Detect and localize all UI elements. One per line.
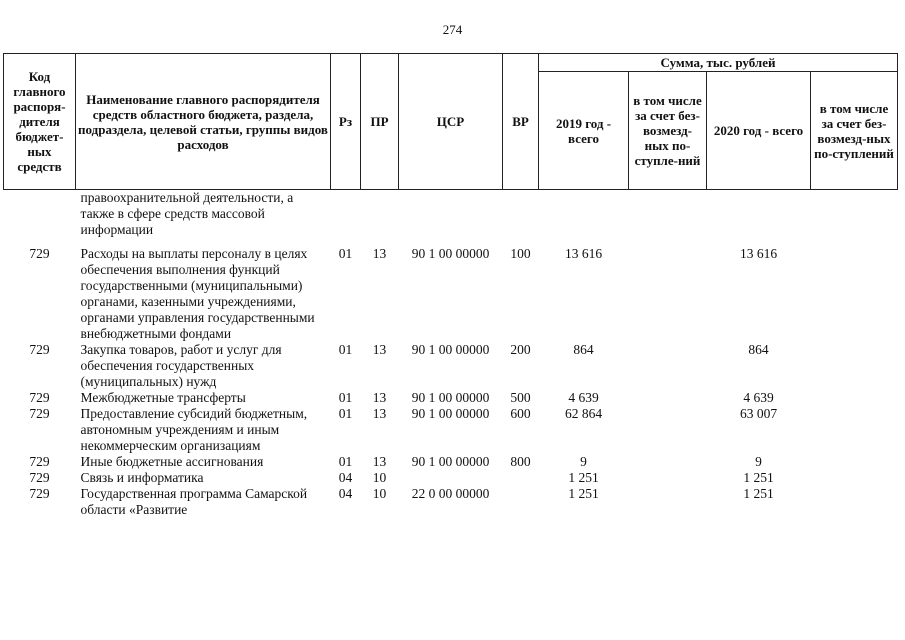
cell-2020-free bbox=[811, 342, 898, 390]
table-row bbox=[4, 486, 898, 518]
cell-name: Расходы на выплаты персоналу в целях обеспечения выполнения функций государственными (муниципальными) органами, казенными учреждениями, органами управления государственными внебюджетными фондами bbox=[80, 245, 315, 341]
cell-2020-free bbox=[811, 390, 898, 406]
cell-rz: 01 bbox=[338, 389, 353, 405]
table-row bbox=[4, 390, 898, 406]
cell-name: Закупка товаров, работ и услуг для обеспечения государственных (муниципальных) нужд bbox=[80, 341, 282, 389]
cell-rz bbox=[331, 190, 361, 246]
cell-pr: 13 bbox=[372, 341, 387, 357]
cell-rz: 01 bbox=[338, 453, 353, 469]
header-2019-total: 2019 год - всего bbox=[539, 72, 629, 190]
table-row bbox=[4, 454, 898, 470]
cell-2019-free bbox=[629, 470, 707, 486]
cell-rz: 04 bbox=[338, 485, 353, 501]
cell-2019-free bbox=[629, 246, 707, 342]
header-name: Наименование главного распорядителя средств областного бюджета, раздела, подраздела, целевой статьи, группы видов расходов bbox=[76, 54, 331, 190]
cell-2020-free bbox=[811, 470, 898, 486]
cell-2020-total: 1 251 bbox=[743, 485, 774, 501]
cell-name: Межбюджетные трансферты bbox=[80, 389, 246, 405]
table-row bbox=[4, 470, 898, 486]
cell-pr: 13 bbox=[372, 389, 387, 405]
cell-2020-free bbox=[811, 246, 898, 342]
table-row bbox=[4, 342, 898, 390]
cell-2019-total: 13 616 bbox=[564, 245, 603, 261]
cell-csr: 22 0 00 00000 bbox=[411, 485, 490, 501]
cell-csr: 90 1 00 00000 bbox=[411, 341, 490, 357]
cell-rz: 01 bbox=[338, 405, 353, 421]
cell-pr: 13 bbox=[372, 405, 387, 421]
cell-name: правоохранительной деятельности, а также в сфере средств массовой информации bbox=[80, 190, 294, 237]
cell-code: 729 bbox=[29, 469, 50, 485]
cell-code: 729 bbox=[29, 341, 50, 357]
cell-vr bbox=[503, 470, 539, 486]
cell-2020-free bbox=[811, 190, 898, 246]
header-2020-free: в том числе за счет без-возмезд-ных по-ступлений bbox=[811, 72, 898, 190]
cell-2019-total bbox=[539, 190, 629, 246]
header-vr: ВР bbox=[503, 54, 539, 190]
cell-code: 729 bbox=[29, 485, 50, 501]
cell-vr: 500 bbox=[510, 389, 531, 405]
cell-code bbox=[4, 190, 76, 246]
header-csr: ЦСР bbox=[399, 54, 503, 190]
cell-name: Предоставление субсидий бюджетным, автономным учреждениям и иным некоммерческим организациям bbox=[80, 405, 308, 453]
cell-2020-total: 864 bbox=[748, 341, 769, 357]
cell-2019-free bbox=[629, 390, 707, 406]
cell-pr: 13 bbox=[372, 453, 387, 469]
table-row bbox=[4, 406, 898, 454]
cell-2020-total: 1 251 bbox=[743, 469, 774, 485]
cell-rz: 01 bbox=[338, 341, 353, 357]
table-row bbox=[4, 190, 898, 246]
cell-2019-free bbox=[629, 486, 707, 518]
cell-pr bbox=[361, 190, 399, 246]
cell-csr: 90 1 00 00000 bbox=[411, 389, 490, 405]
header-pr: ПР bbox=[361, 54, 399, 190]
cell-vr: 800 bbox=[510, 453, 531, 469]
cell-name: Государственная программа Самарской области «Развитие bbox=[80, 485, 308, 517]
header-code: Код главного распоря-дителя бюджет-ных средств bbox=[4, 54, 76, 190]
cell-csr: 90 1 00 00000 bbox=[411, 245, 490, 261]
cell-2020-free bbox=[811, 454, 898, 470]
cell-csr: 90 1 00 00000 bbox=[411, 453, 490, 469]
budget-table bbox=[3, 53, 898, 518]
cell-vr: 600 bbox=[510, 405, 531, 421]
page-number: 274 bbox=[442, 22, 463, 37]
cell-csr: 90 1 00 00000 bbox=[411, 405, 490, 421]
header-row-top bbox=[4, 54, 898, 72]
cell-rz: 04 bbox=[338, 469, 353, 485]
header-sum-group: Сумма, тыс. рублей bbox=[539, 54, 898, 72]
cell-code: 729 bbox=[29, 389, 50, 405]
header-rz: Рз bbox=[331, 54, 361, 190]
header-2019-free: в том числе за счет без-возмезд-ных по-ступле-ний bbox=[629, 72, 707, 190]
cell-2019-total: 864 bbox=[573, 341, 594, 357]
cell-2020-total: 9 bbox=[755, 453, 762, 469]
header-2020-total: 2020 год - всего bbox=[707, 72, 811, 190]
cell-vr: 200 bbox=[510, 341, 531, 357]
cell-vr bbox=[503, 190, 539, 246]
cell-2019-free bbox=[629, 406, 707, 454]
cell-csr bbox=[399, 470, 503, 486]
table-row bbox=[4, 246, 898, 342]
cell-name: Связь и информатика bbox=[80, 469, 204, 485]
cell-2019-free bbox=[629, 342, 707, 390]
cell-csr bbox=[399, 190, 503, 246]
cell-pr: 13 bbox=[372, 245, 387, 261]
cell-vr bbox=[503, 486, 539, 518]
cell-2020-total: 4 639 bbox=[743, 389, 774, 405]
cell-rz: 01 bbox=[338, 245, 353, 261]
cell-2020-free bbox=[811, 406, 898, 454]
cell-code: 729 bbox=[29, 453, 50, 469]
cell-vr: 100 bbox=[510, 245, 531, 261]
cell-pr: 10 bbox=[372, 469, 387, 485]
cell-2020-total: 63 007 bbox=[739, 405, 778, 421]
cell-2019-total: 9 bbox=[580, 453, 587, 469]
cell-2019-total: 4 639 bbox=[568, 389, 599, 405]
cell-2019-total: 1 251 bbox=[568, 469, 599, 485]
cell-code: 729 bbox=[29, 245, 50, 261]
cell-pr: 10 bbox=[372, 485, 387, 501]
cell-name: Иные бюджетные ассигнования bbox=[80, 453, 264, 469]
cell-2019-total: 62 864 bbox=[564, 405, 603, 421]
cell-2020-free bbox=[811, 486, 898, 518]
cell-2020-total bbox=[707, 190, 811, 246]
cell-2020-total: 13 616 bbox=[739, 245, 778, 261]
cell-2019-free bbox=[629, 454, 707, 470]
cell-code: 729 bbox=[29, 405, 50, 421]
cell-2019-free bbox=[629, 190, 707, 246]
cell-2019-total: 1 251 bbox=[568, 485, 599, 501]
table-body bbox=[4, 190, 898, 518]
